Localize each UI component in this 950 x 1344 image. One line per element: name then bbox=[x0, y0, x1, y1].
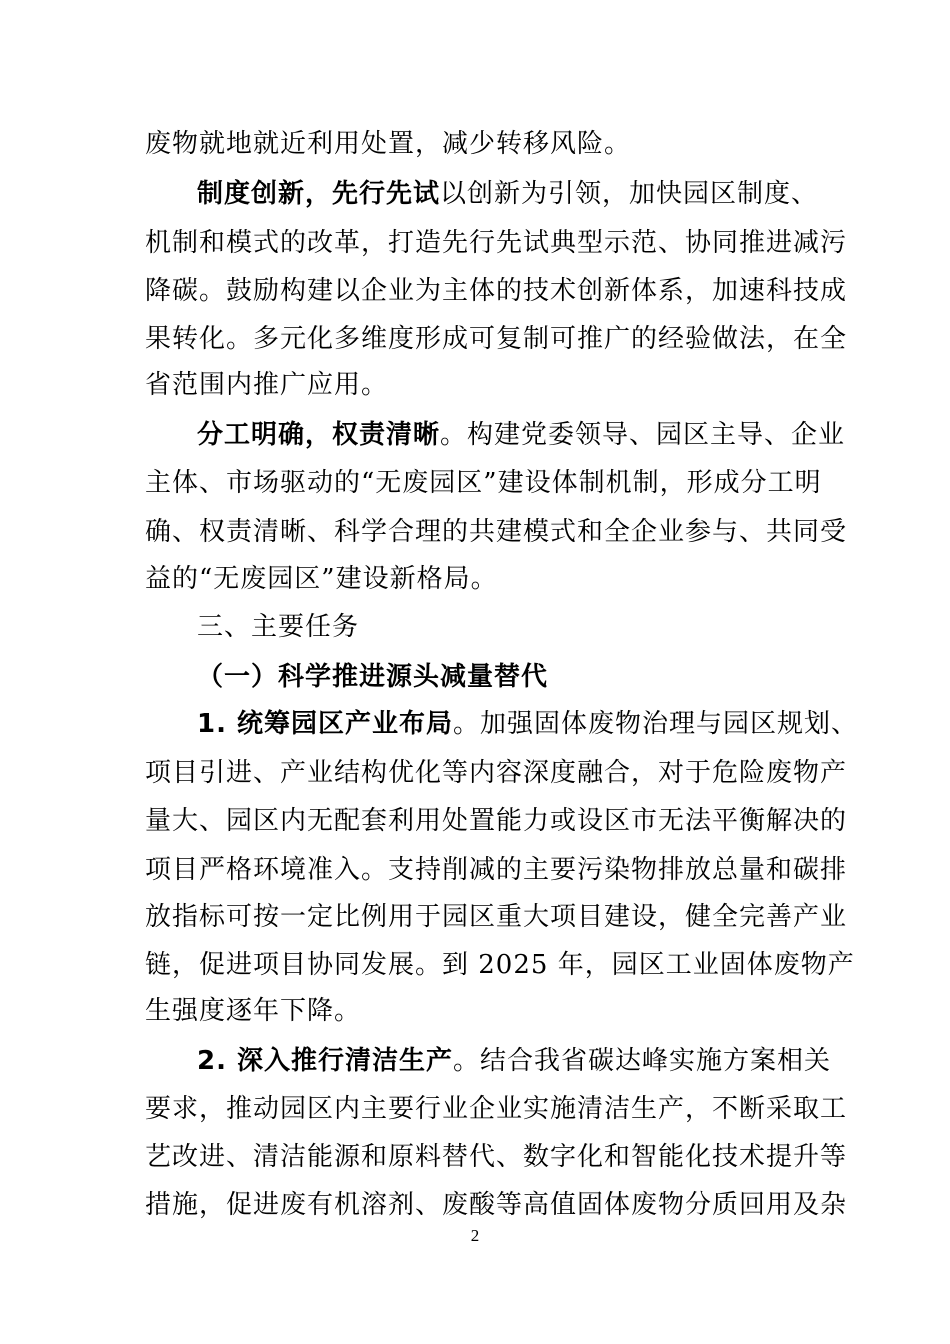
bold-lead: 1. 统筹园区产业布局 bbox=[197, 709, 454, 739]
line-text: 项目严格环境准入。支持削减的主要污染物排放总量和碳排 bbox=[145, 855, 848, 885]
paragraph-line bbox=[145, 948, 855, 982]
bold-lead: 制度创新，先行先试 bbox=[197, 179, 441, 209]
paragraph-line bbox=[145, 274, 848, 308]
bold-lead: 分工明确，权责清晰 bbox=[197, 420, 441, 450]
paragraph-line bbox=[145, 1188, 848, 1222]
bold-lead: 2. 深入推行清洁生产 bbox=[197, 1046, 454, 1076]
line-text: 省范围内推广应用。 bbox=[145, 370, 389, 400]
paragraph-line bbox=[145, 804, 848, 838]
paragraph-line bbox=[145, 756, 848, 790]
line-text: 以创新为引领，加快园区制度、 bbox=[440, 179, 819, 209]
line-text: 要求，推动园区内主要行业企业实施清洁生产，不断采取工 bbox=[145, 1094, 848, 1124]
line-text: （一）科学推进源头减量替代 bbox=[197, 662, 549, 692]
line-text: 三、主要任务 bbox=[197, 612, 360, 642]
paragraph-line bbox=[145, 1092, 848, 1126]
line-text: 废物就地就近利用处置，减少转移风险。 bbox=[145, 129, 632, 159]
line-text: 主体、市场驱动的“无废园区”建设体制机制，形成分工明 bbox=[145, 468, 822, 498]
paragraph-line bbox=[145, 994, 805, 1028]
section-heading bbox=[197, 610, 805, 644]
paragraph-line bbox=[197, 1044, 832, 1078]
line-text: 措施，促进废有机溶剂、废酸等高值固体废物分质回用及杂 bbox=[145, 1190, 848, 1220]
paragraph-line bbox=[145, 466, 822, 500]
line-text: 生强度逐年下降。 bbox=[145, 996, 362, 1026]
line-text: 。构建党委领导、园区主导、企业 bbox=[440, 420, 846, 450]
paragraph-line bbox=[145, 562, 805, 596]
subsection-heading bbox=[197, 660, 805, 694]
line-text: 量大、园区内无配套利用处置能力或设区市无法平衡解决的 bbox=[145, 806, 848, 836]
line-text: 益的“无废园区”建设新格局。 bbox=[145, 564, 498, 594]
page-number: 2 bbox=[470, 1226, 480, 1245]
line-text: 艺改进、清洁能源和原料替代、数字化和智能化技术提升等 bbox=[145, 1142, 848, 1172]
line-text: 项目引进、产业结构优化等内容深度融合，对于危险废物产 bbox=[145, 758, 848, 788]
line-text: 机制和模式的改革，打造先行先试典型示范、协同推进减污 bbox=[145, 228, 848, 258]
paragraph-line bbox=[145, 1140, 848, 1174]
line-text: 降碳。鼓励构建以企业为主体的技术创新体系，加速科技成 bbox=[145, 276, 848, 306]
paragraph-line bbox=[197, 177, 819, 211]
paragraph-line bbox=[145, 368, 805, 402]
paragraph-line bbox=[197, 707, 859, 741]
line-text: 。结合我省碳达峰实施方案相关 bbox=[453, 1046, 832, 1076]
paragraph-line bbox=[145, 127, 805, 161]
paragraph-line bbox=[197, 418, 846, 452]
line-text: 。加强固体废物治理与园区规划、 bbox=[453, 709, 859, 739]
line-text: 放指标可按一定比例用于园区重大项目建设，健全完善产业 bbox=[145, 902, 848, 932]
line-text: 确、权责清晰、科学合理的共建模式和全企业参与、共同受 bbox=[145, 517, 848, 547]
paragraph-line bbox=[145, 322, 848, 356]
line-text: 果转化。多元化多维度形成可复制可推广的经验做法，在全 bbox=[145, 324, 848, 354]
paragraph-line bbox=[145, 900, 848, 934]
paragraph-line bbox=[145, 515, 848, 549]
line-text: 链，促进项目协同发展。到 2025 年，园区工业固体废物产 bbox=[145, 950, 855, 980]
paragraph-line bbox=[145, 853, 848, 887]
paragraph-line bbox=[145, 226, 848, 260]
